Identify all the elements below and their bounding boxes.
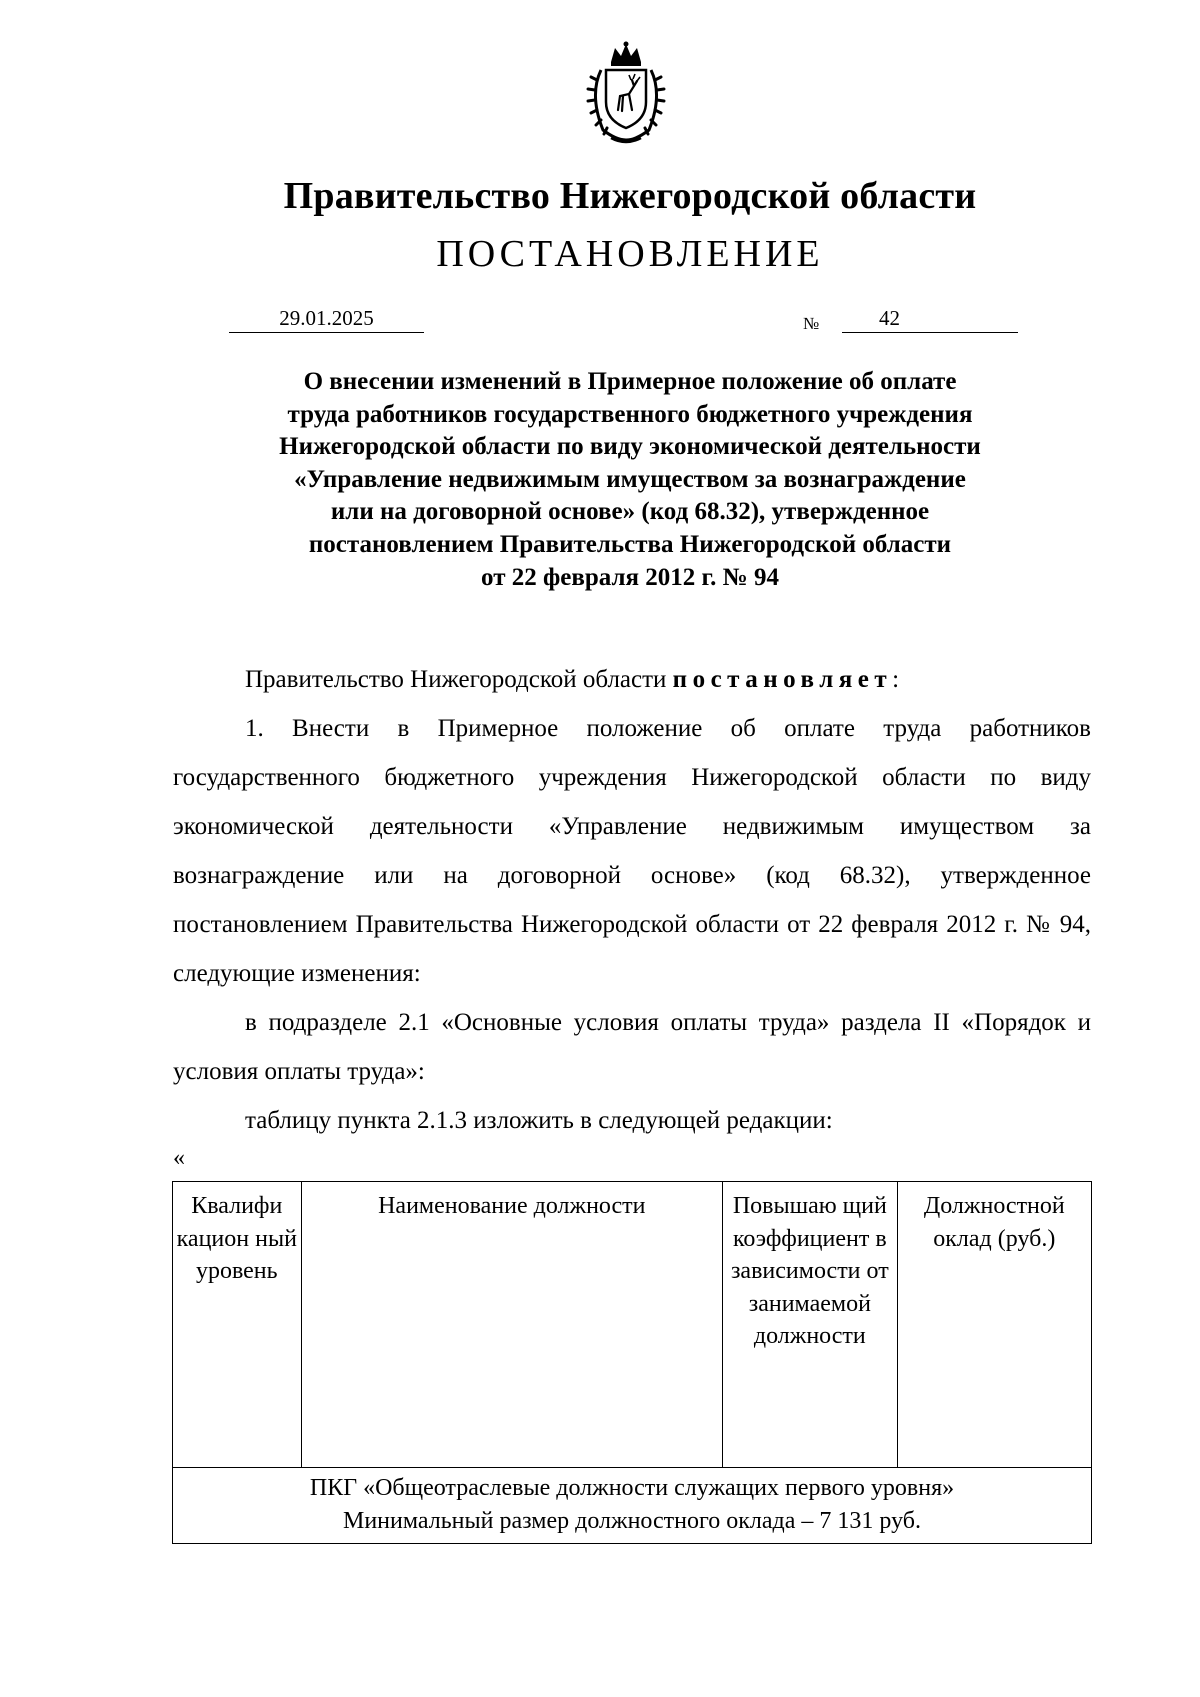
- document-subject: [180, 366, 1080, 594]
- number-sign: №: [803, 314, 820, 333]
- header-qualification-level: Квалифи кацион ный уровень: [173, 1182, 302, 1468]
- date-field: 29.01.2025: [229, 306, 424, 333]
- government-title: Правительство Нижегородской области: [283, 175, 977, 217]
- item-1-paragraph: 1. Внести в Примерное положение об оплате труда работников государственного бюджетного учреждения Нижегородской области по виду экономической деятельности «Управление недвижимым имуществом за вознаграждение или на договорной основе» (код 68.32), утвержденное постановлением Правительства Нижегородской области от 22 февраля 2012 г. № 94, следующие изменения:: [173, 715, 1091, 987]
- group-title: ПКГ «Общеотраслевые должности служащих первого уровня»: [309, 1475, 955, 1501]
- group-cell: [173, 1468, 1092, 1544]
- intro-text: Правительство Нижегородской области: [245, 666, 667, 693]
- subject-line: от 22 февраля 2012 г. № 94: [481, 563, 779, 591]
- number-field: [842, 306, 1018, 333]
- subsection-paragraph: в подразделе 2.1 «Основные условия оплаты труда» раздела II «Порядок и условия оплаты труда»:: [173, 1009, 1091, 1085]
- table-header-row: [173, 1182, 1092, 1468]
- header-coefficient: Повышаю щий коэффициент в зависимости от занимаемой должности: [723, 1182, 898, 1468]
- header-salary: Должностной оклад (руб.): [897, 1182, 1091, 1468]
- group-min-salary: Минимальный размер должностного оклада – 7 131 руб.: [343, 1507, 921, 1534]
- subject-line: труда работников государственного бюджетного учреждения: [287, 400, 973, 428]
- document-number: 42: [879, 306, 900, 330]
- quote-open: «: [173, 1145, 185, 1171]
- subject-line: О внесении изменений в Примерное положение об оплате: [303, 368, 957, 395]
- salary-table: [172, 1181, 1092, 1544]
- subject-line: Нижегородской области по виду экономической деятельности: [279, 433, 981, 461]
- subject-line: «Управление недвижимым имуществом за вознаграждение: [294, 465, 966, 493]
- table-group-row: [173, 1468, 1092, 1544]
- intro-verb: постановляет: [672, 666, 893, 693]
- resolution-intro: [173, 655, 1091, 704]
- document-type: ПОСТАНОВЛЕНИЕ: [436, 233, 824, 275]
- table-intro-paragraph: таблицу пункта 2.1.3 изложить в следующей редакции:: [245, 1107, 833, 1134]
- subject-line: постановлением Правительства Нижегородской области: [308, 530, 952, 558]
- subject-line: или на договорной основе» (код 68.32), утвержденное: [330, 498, 930, 526]
- intro-colon: :: [892, 666, 900, 693]
- header-position-name: Наименование должности: [301, 1182, 722, 1468]
- coat-of-arms-icon: [571, 40, 681, 150]
